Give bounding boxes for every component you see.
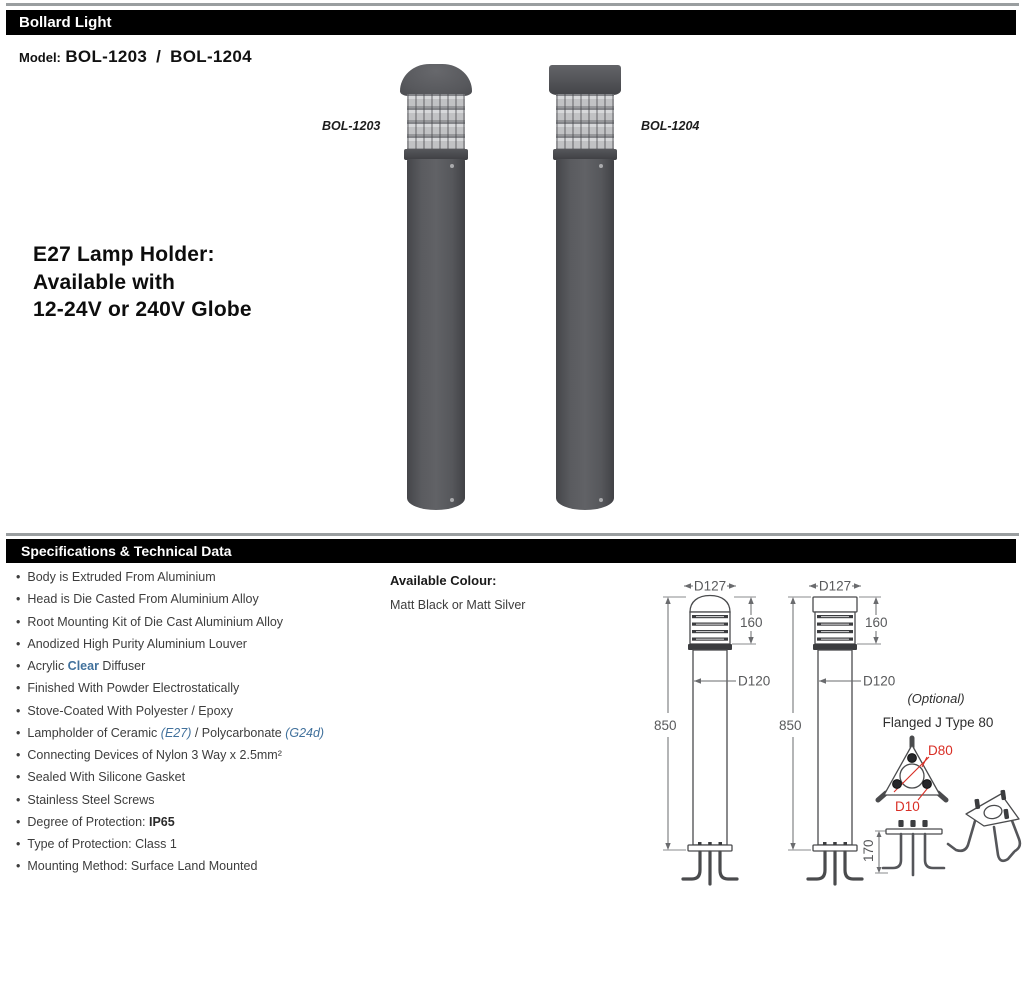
dim-bolt-circle: D80 <box>928 743 953 758</box>
feature-text <box>33 241 252 324</box>
spec-item: • Degree of Protection: IP65 <box>16 815 386 837</box>
dim-total-height: 850 <box>779 718 802 733</box>
flat-cap-outline <box>813 597 857 612</box>
specs-title: Specifications & Technical Data <box>21 543 232 559</box>
product-label-bol-1203: BOL-1203 <box>322 119 381 133</box>
product-label-bol-1204: BOL-1204 <box>641 119 700 133</box>
louver-lens <box>556 94 614 150</box>
flat-cap <box>549 65 621 95</box>
available-colour-block <box>390 573 525 612</box>
feature-line-2: Available with <box>33 270 176 294</box>
flange-bolt <box>908 754 917 763</box>
dim-hole-dia: D10 <box>895 799 920 814</box>
optional-title: Flanged J Type 80 <box>882 715 994 730</box>
technical-drawings <box>650 555 1024 985</box>
specs-list <box>16 570 386 882</box>
dim-top-dia: D127 <box>818 578 852 594</box>
dim-embed-height: 170 <box>861 839 876 862</box>
spec-item: • Finished With Powder Electrostatically <box>16 681 386 703</box>
spec-item: • Stove-Coated With Polyester / Epoxy <box>16 704 386 726</box>
spec-item: • Type of Protection: Class 1 <box>16 837 386 859</box>
bollard-body <box>407 159 465 510</box>
colour-value: Matt Black or Matt Silver <box>390 598 526 612</box>
j-bolt <box>808 852 825 879</box>
dome-cap <box>400 64 472 96</box>
dim-head-height: 160 <box>740 615 763 630</box>
louver-lens <box>407 94 465 150</box>
dim-head-height: 160 <box>865 615 888 630</box>
model-label: Model: <box>19 50 61 65</box>
product-photo-bol-1203 <box>398 64 474 512</box>
base-plate <box>813 845 857 851</box>
dim-top-dia: D127 <box>693 578 727 594</box>
spec-item: • Mounting Method: Surface Land Mounted <box>16 859 386 881</box>
flange-3d-view <box>948 790 1020 861</box>
flange-side-view <box>861 820 944 875</box>
body-outline <box>693 650 727 845</box>
bollard-body <box>556 159 614 510</box>
optional-flange-section <box>861 691 1020 875</box>
spec-item: • Stainless Steel Screws <box>16 793 386 815</box>
colour-label: Available Colour: <box>390 573 497 588</box>
spec-item: • Root Mounting Kit of Die Cast Aluminium Alloy <box>16 615 386 637</box>
spec-item: • Sealed With Silicone Gasket <box>16 770 386 792</box>
dome-outline <box>690 596 730 613</box>
spec-item: • Connecting Devices of Nylon 3 Way x 2.5mm² <box>16 748 386 770</box>
spec-item: • Anodized High Purity Aluminium Louver <box>16 637 386 659</box>
dim-body-dia: D120 <box>863 673 896 689</box>
optional-caption: (Optional) <box>907 691 965 706</box>
model-value: BOL-1203 / BOL-1204 <box>65 47 252 66</box>
dim-total-height: 850 <box>654 718 677 733</box>
product-photo-bol-1204 <box>547 64 623 512</box>
drawing-bol-1203 <box>654 579 770 885</box>
spec-item: • Lampholder of Ceramic (E27) / Polycarbonate (G24d) <box>16 726 386 748</box>
top-rule <box>6 3 1019 6</box>
spec-item: • Body is Extruded From Aluminium <box>16 570 386 592</box>
specs-rule <box>6 533 1019 536</box>
model-line <box>19 47 252 67</box>
page-title: Bollard Light <box>19 14 112 31</box>
flange-top-view <box>878 738 953 814</box>
body-outline <box>818 650 852 845</box>
dim-body-dia: D120 <box>738 673 771 689</box>
feature-line-3: 12-24V or 240V Globe <box>33 298 252 321</box>
spec-item: • Head is Die Casted From Aluminium Alloy <box>16 592 386 614</box>
spec-item: • Acrylic Clear Diffuser <box>16 659 386 681</box>
j-bolt <box>683 852 700 879</box>
drawing-bol-1204 <box>779 579 895 885</box>
feature-line-1: E27 Lamp Holder: <box>33 243 215 266</box>
base-plate <box>688 845 732 851</box>
section-header-bollard-light <box>6 10 1016 35</box>
